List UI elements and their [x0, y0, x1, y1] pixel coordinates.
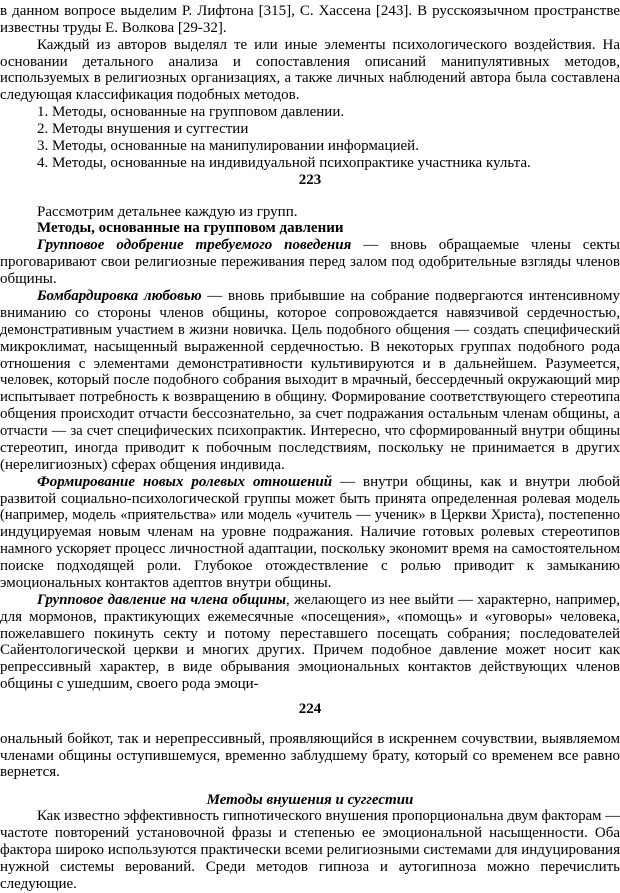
term: Бомбардировка любовью	[37, 287, 202, 304]
page-number: 223	[298, 171, 322, 188]
list-item: 1. Методы, основанные на групповом давлении.	[37, 104, 345, 121]
list-item: 4. Методы, основанные на индивидуальной психопрактике участника культа.	[37, 154, 531, 171]
text-line: следующая классификация подобных методов.	[0, 87, 300, 104]
text-line: известны труды Е. Волкова [29-32].	[0, 19, 227, 36]
text-line: вниманию со стороны членов общины, которое сопровождается навязчивой сердечностью,	[0, 304, 620, 321]
text-line: фактора широко используются практически всеми религиозными системами для индуцирования	[0, 842, 620, 859]
text-line: используемых в религиозных организациях, а также личных наблюдений автора была составлена	[0, 70, 620, 87]
text-line: в данном вопросе выделим Р. Лифтона [315], С. Хассена [243]. В русскоязычном пространстве	[0, 2, 620, 19]
text-line: пожелавшего покинуть секту и потому переставшего посещать собрания; последователей	[0, 625, 620, 642]
text-line: (например, модель «приятельства» или модель «учитель — ученик» в Церкви Христа), постепенно	[0, 507, 620, 524]
text-line: испытывает потребность к возвращению в общину. Формирование соответствующего стереотипа	[0, 389, 620, 406]
text-line: репрессивный характер, в виде обрывания эмоциональных контактов действующих членов	[0, 659, 620, 676]
section-heading: Методы, основанные на групповом давлении	[37, 220, 344, 237]
text-line: поиске подходящей роли. Глубокое отождествление с ролью приводит к замыканию	[0, 558, 620, 575]
text-line: человек, который после подобного собрания выходит в мрачный, бессердечный окружающий мир	[0, 372, 620, 389]
text-line: намного ускоряет процесс личностной адаптации, поскольку экономит время на самостоятельном	[0, 541, 620, 558]
list-item: 3. Методы, основанные на манипулировании информацией.	[37, 137, 419, 154]
term: Групповое давление на члена общины	[37, 591, 287, 608]
text-line: для мормонов, практикующих ежемесячные «посещения», «помощь» и «уговоры» человека,	[0, 608, 620, 625]
term: Групповое одобрение требуемого поведения	[37, 237, 352, 254]
text-line: развитой социально-психологической группы может быть принята определенная ролевая модель	[0, 490, 620, 507]
text-line: Каждый из авторов выделял те или иные элементы психологического воздействия. На	[37, 36, 620, 53]
text-line: общения происходит отчасти бессознательно, за счет подражания остальным членам общины, а	[0, 406, 620, 423]
text-line: эмоциональных контактов адептов внутри общины.	[0, 574, 332, 591]
text-line: нужной системы верований. Среди методов гипноза и аутогипноза можно перечислить	[0, 859, 620, 876]
text-line: Групповое одобрение требуемого поведения — вновь обращаемые члены секты	[37, 237, 620, 254]
text-line: (нерелигиозных) сферах общения индивида.	[0, 456, 285, 473]
text-line: Бомбардировка любовью — вновь прибывшие на собрание подвергаются интенсивному	[37, 287, 620, 304]
text-line: индуцируемая новым членам на уровне подражания. Наличие готовых ролевых стереотипов	[0, 524, 620, 541]
text-line: Рассмотрим детальнее каждую из групп.	[37, 203, 298, 220]
text-line: основании детального анализа и сопоставления описаний манипулятивных методов,	[0, 53, 620, 70]
text-line: Как известно эффективность гипнотического внушения пропорциональна двум факторам —	[37, 808, 620, 825]
page-number: 224	[298, 700, 322, 717]
text-line: Формирование новых ролевых отношений — внутри общины, как и внутри любой	[37, 473, 620, 490]
text-line: Групповое давление на члена общины, желающего из нее выйти — характерно, например,	[37, 591, 620, 608]
text-line: отношения с элементами демонстративности культивируются и в дальнейшем. Разумеется,	[0, 355, 620, 372]
text-line: общины.	[0, 271, 57, 288]
text-line: отчасти — за счет специфических психопрактик. Интересно, что сформированный внутри общины	[0, 423, 620, 440]
text-line: следующие.	[0, 876, 77, 892]
text-line: стереотип, иногда приводит к побочным последствиям, поскольку не принимается в других	[0, 439, 620, 456]
text-line: проговаривают свои религиозные переживания перед залом под одобрительные взгляды членов	[0, 254, 620, 271]
text-line: частоте повторений установочной фразы и степенью ее эмоциональной насыщенности. Оба	[0, 825, 620, 842]
term: Формирование новых ролевых отношений	[37, 473, 333, 490]
text-line: демонстративным участием в жизни новичка. Цель подобного общения — создать специфический	[0, 321, 620, 338]
section-heading: Методы внушения и суггестии	[206, 791, 414, 808]
text-line: общины с ушедшим, своего рода эмоци-	[0, 676, 259, 693]
text-line: вернется.	[0, 764, 60, 781]
text-line: микроклимат, насыщенный выраженной сердечностью. В некоторых группах подобного рода	[0, 338, 620, 355]
text-line: Сайентологической церкви и многих других. Причем подобное давление может носит как	[0, 642, 620, 659]
list-item: 2. Методы внушения и суггестии	[37, 121, 249, 138]
text-line: членами общины оступившемуся, временно заблудшему брату, который со временем все равно	[0, 747, 620, 764]
text-line: ональный бойкот, так и нерепрессивный, проявляющийся в искреннем сочувствии, выявляемом	[0, 730, 620, 747]
